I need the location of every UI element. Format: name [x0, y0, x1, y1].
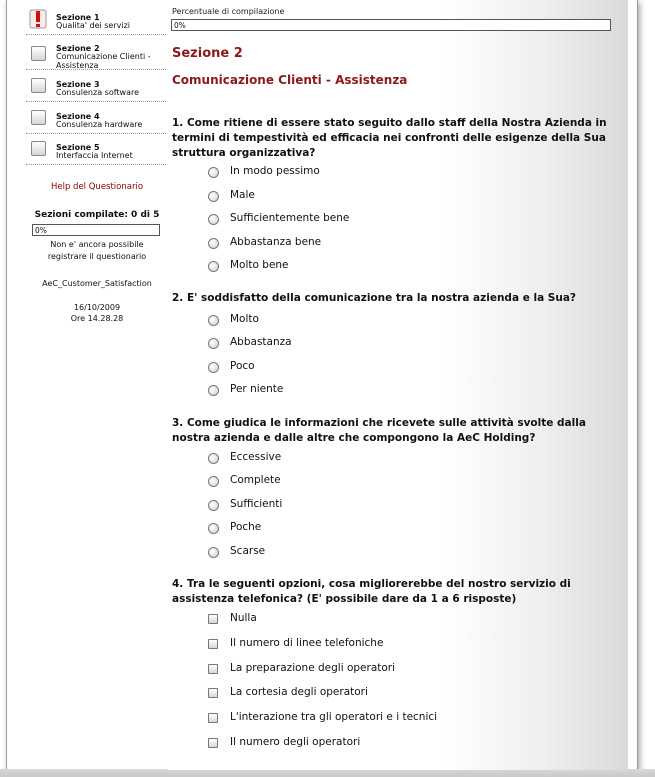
checkbox[interactable]: [208, 639, 218, 649]
sidebar-item-title: Sezione 5: [56, 143, 100, 152]
checkbox[interactable]: [208, 713, 218, 723]
sidebar-item-sezione-5[interactable]: [26, 136, 166, 165]
survey-name: AeC_Customer_Satisfaction: [42, 279, 152, 288]
sidebar-item-subtitle: Qualita' dei servizi: [56, 21, 131, 30]
option-label: Nulla: [230, 612, 257, 624]
option-label: Abbastanza: [230, 336, 292, 348]
radio-button[interactable]: [208, 214, 219, 225]
section-checkbox[interactable]: [31, 78, 46, 93]
time-label: Ore 14.28.28: [70, 314, 124, 323]
main-content: [168, 0, 628, 770]
sidebar-item-sezione-3[interactable]: [26, 73, 166, 102]
question-3: 3. Come giudica le informazioni che ricevete sulle attività svolte dalla nostra azienda e dalle altre che compongono la AeC Holding?: [172, 417, 586, 444]
option-label: Molto bene: [230, 259, 289, 271]
radio-button[interactable]: [208, 362, 219, 373]
sidebar-item-title: Sezione 2: [56, 44, 100, 53]
sidebar-item-title: Sezione 1: [56, 13, 100, 22]
section-checkbox[interactable]: [31, 46, 46, 61]
radio-button[interactable]: [208, 338, 219, 349]
sidebar-item-subtitle: Consulenza software: [56, 88, 140, 97]
option-label: Il numero di linee telefoniche: [230, 637, 384, 649]
help-link[interactable]: Help del Questionario: [50, 182, 144, 192]
option-label: Poche: [230, 521, 262, 533]
question-2: 2. E' soddisfatto della comunicazione tra la nostra azienda e la Sua?: [172, 292, 577, 304]
radio-button[interactable]: [208, 547, 219, 558]
sidebar-item-sezione-1[interactable]: [26, 6, 166, 35]
option-label: Scarse: [230, 545, 266, 557]
radio-button[interactable]: [208, 261, 219, 272]
sidebar-item-subtitle: Comunicazione Clienti - Assistenza: [56, 52, 151, 70]
status-line-2: registrare il questionario: [47, 252, 147, 261]
option-label: Sufficienti: [230, 498, 283, 510]
radio-button[interactable]: [208, 315, 219, 326]
sections-compiled-label: Sezioni compilate: 0 di 5: [34, 210, 160, 220]
option-label: Molto: [230, 313, 259, 325]
alert-icon: [29, 9, 47, 29]
window-bottom-edge: [0, 769, 655, 777]
option-label: La preparazione degli operatori: [230, 662, 396, 674]
radio-button[interactable]: [208, 191, 219, 202]
radio-button[interactable]: [208, 238, 219, 249]
question-4: 4. Tra le seguenti opzioni, cosa migliorerebbe del nostro servizio di assistenza telefonica? (E' possibile dare da 1 a 6 risposte): [172, 578, 571, 605]
radio-button[interactable]: [208, 385, 219, 396]
sidebar-item-subtitle: Consulenza hardware: [56, 120, 143, 129]
checkbox[interactable]: [208, 688, 218, 698]
option-label: Complete: [230, 474, 281, 486]
sidebar-item-subtitle: Interfaccia Internet: [56, 151, 133, 160]
progress-label: Percentuale di compilazione: [172, 7, 285, 16]
sections-progress-bar: 0%: [32, 224, 160, 236]
section-name: Comunicazione Clienti - Assistenza: [172, 73, 408, 87]
section-checkbox[interactable]: [31, 141, 46, 156]
question-1: 1. Come ritiene di essere stato seguito dallo staff della Nostra Azienda in termini di tempestività ed efficacia nei confronti delle esigenze della Sua struttura organizzativa?: [172, 117, 607, 159]
checkbox[interactable]: [208, 614, 218, 624]
radio-button[interactable]: [208, 523, 219, 534]
checkbox[interactable]: [208, 664, 218, 674]
section-checkbox[interactable]: [31, 110, 46, 125]
progress-bar: 0%: [171, 19, 611, 31]
sidebar: [26, 6, 168, 766]
radio-button[interactable]: [208, 167, 219, 178]
checkbox[interactable]: [208, 738, 218, 748]
option-label: Abbastanza bene: [230, 236, 322, 248]
option-label: Male: [230, 189, 255, 201]
section-title: Sezione 2: [172, 46, 243, 61]
sidebar-item-sezione-2[interactable]: [26, 37, 166, 70]
option-label: La cortesia degli operatori: [230, 686, 368, 698]
radio-button[interactable]: [208, 476, 219, 487]
sidebar-item-title: Sezione 4: [56, 112, 100, 121]
date-label: 16/10/2009: [73, 303, 121, 312]
radio-button[interactable]: [208, 453, 219, 464]
option-label: Poco: [230, 360, 255, 372]
sidebar-item-sezione-4[interactable]: [26, 105, 166, 134]
option-label: Per niente: [230, 383, 284, 395]
option-label: L'interazione tra gli operatori e i tecnici: [230, 711, 438, 723]
option-label: Il numero degli operatori: [230, 736, 361, 748]
option-label: Sufficientemente bene: [230, 212, 350, 224]
radio-button[interactable]: [208, 500, 219, 511]
option-label: In modo pessimo: [230, 165, 320, 177]
status-line-1: Non e' ancora possibile: [50, 240, 144, 249]
sidebar-item-title: Sezione 3: [56, 80, 100, 89]
option-label: Eccessive: [230, 451, 282, 463]
